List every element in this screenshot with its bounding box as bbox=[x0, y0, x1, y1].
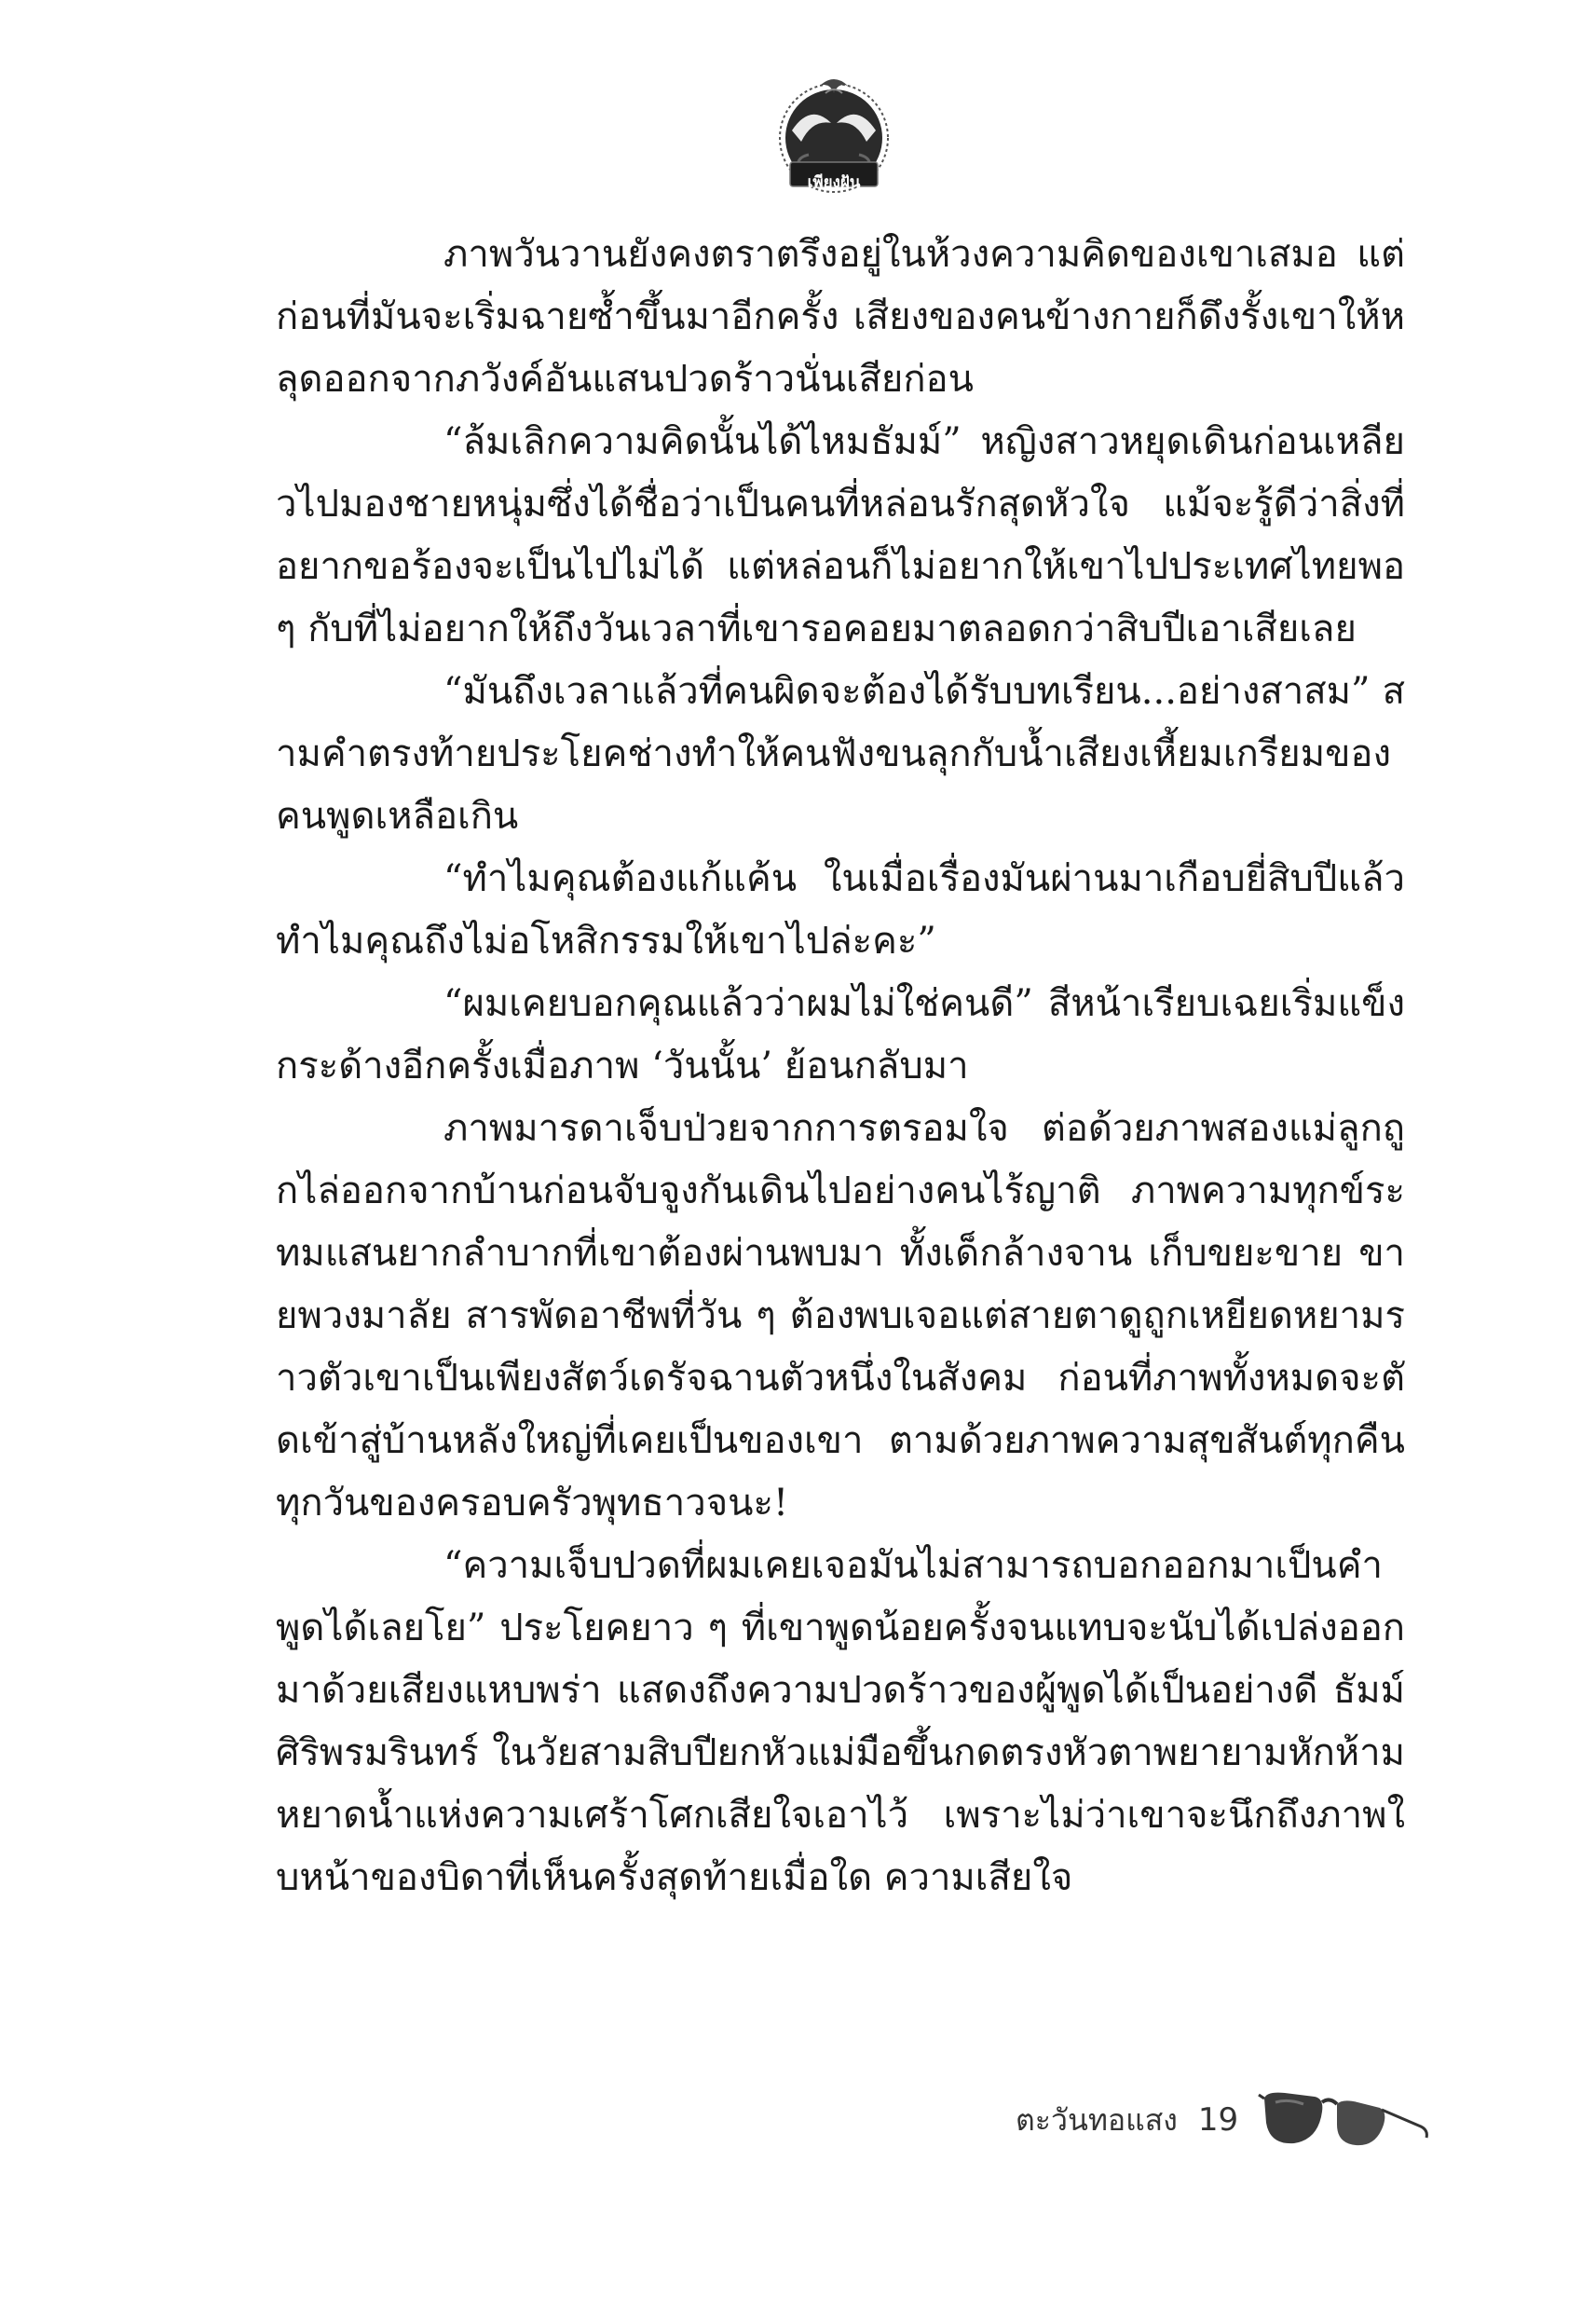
paragraph: ภาพวันวานยังคงตราตรึงอยู่ในห้วงความคิดของเขาเสมอ แต่ก่อนที่มันจะเริ่มฉายซ้ำขึ้นมาอีกครั้ง เสียงของคนข้างกายก็ดึงรั้งเขาให้หลุดออกจากภวังค์อันแสนปวดร้าวนั่นเสียก่อน bbox=[276, 233, 1405, 401]
page-number: 19 bbox=[1197, 2101, 1239, 2139]
running-title: ตะวันทอแสง bbox=[1016, 2101, 1178, 2138]
paragraph: “มันถึงเวลาแล้วที่คนผิดจะต้องได้รับบทเรียน...อย่างสาสม” สามคำตรงท้ายประโยคช่างทำให้คนฟังขนลุกกับน้ำเสียงเหี้ยมเกรียมของคนพูดเหลือเกิน bbox=[276, 670, 1405, 838]
paragraph: ภาพมารดาเจ็บป่วยจากการตรอมใจ ต่อด้วยภาพสองแม่ลูกถูกไล่ออกจากบ้านก่อนจับจูงกันเดินไปอย่างคนไร้ญาติ ภาพความทุกข์ระทมแสนยากลำบากที่เขาต้องผ่านพบมา ทั้งเด็กล้างจาน เก็บขยะขาย ขายพวงมาลัย สารพัดอาชีพที่วัน ๆ ต้องพบเจอแต่สายตาดูถูกเหยียดหยามราวตัวเขาเป็นเพียงสัตว์เดรัจฉานตัวหนึ่งในสังคม ก่อนที่ภาพทั้งหมดจะตัดเข้าสู่บ้านหลังใหญ่ที่เคยเป็นของเขา ตามด้วยภาพความสุขสันต์ทุกคืนทุกวันของครอบครัวพุทธาวจนะ! bbox=[276, 1107, 1405, 1525]
paragraph: “ผมเคยบอกคุณแล้วว่าผมไม่ใช่คนดี” สีหน้าเรียบเฉยเริ่มแข็งกระด้างอีกครั้งเมื่อภาพ ‘วันนั้น’ ย้อนกลับมา bbox=[276, 982, 1405, 1087]
logo-text: เพียงฝัน bbox=[807, 173, 861, 192]
header-logo bbox=[764, 65, 904, 205]
page-body bbox=[276, 224, 1405, 1909]
page-footer bbox=[1016, 2092, 1434, 2148]
paragraph: “ทำไมคุณต้องแก้แค้น ในเมื่อเรื่องมันผ่านมาเกือบยี่สิบปีแล้ว ทำไมคุณถึงไม่อโหสิกรรมให้เขาไปล่ะคะ” bbox=[276, 857, 1405, 963]
sunglasses-icon bbox=[1257, 2078, 1434, 2162]
paragraph: “ความเจ็บปวดที่ผมเคยเจอมันไม่สามารถบอกออกมาเป็นคำพูดได้เลยโย” ประโยคยาว ๆ ที่เขาพูดน้อยครั้งจนแทบจะนับได้เปล่งออกมาด้วยเสียงแหบพร่า แสดงถึงความปวดร้าวของผู้พูดได้เป็นอย่างดี ธัมม์ ศิริพรมรินทร์ ในวัยสามสิบปียกหัวแม่มือขึ้นกดตรงหัวตาพยายามหักห้ามหยาดน้ำแห่งความเศร้าโศกเสียใจเอาไว้ เพราะไม่ว่าเขาจะนึกถึงภาพใบหน้าของบิดาที่เห็นครั้งสุดท้ายเมื่อใด ความเสียใจ bbox=[276, 1544, 1405, 1899]
paragraph: “ล้มเลิกความคิดนั้นได้ไหมธัมม์” หญิงสาวหยุดเดินก่อนเหลียวไปมองชายหนุ่มซึ่งได้ชื่อว่าเป็นคนที่หล่อนรักสุดหัวใจ แม้จะรู้ดีว่าสิ่งที่อยากขอร้องจะเป็นไปไม่ได้ แต่หล่อนก็ไม่อยากให้เขาไปประเทศไทยพอ ๆ กับที่ไม่อยากให้ถึงวันเวลาที่เขารอคอยมาตลอดกว่าสิบปีเอาเสียเลย bbox=[276, 420, 1405, 650]
